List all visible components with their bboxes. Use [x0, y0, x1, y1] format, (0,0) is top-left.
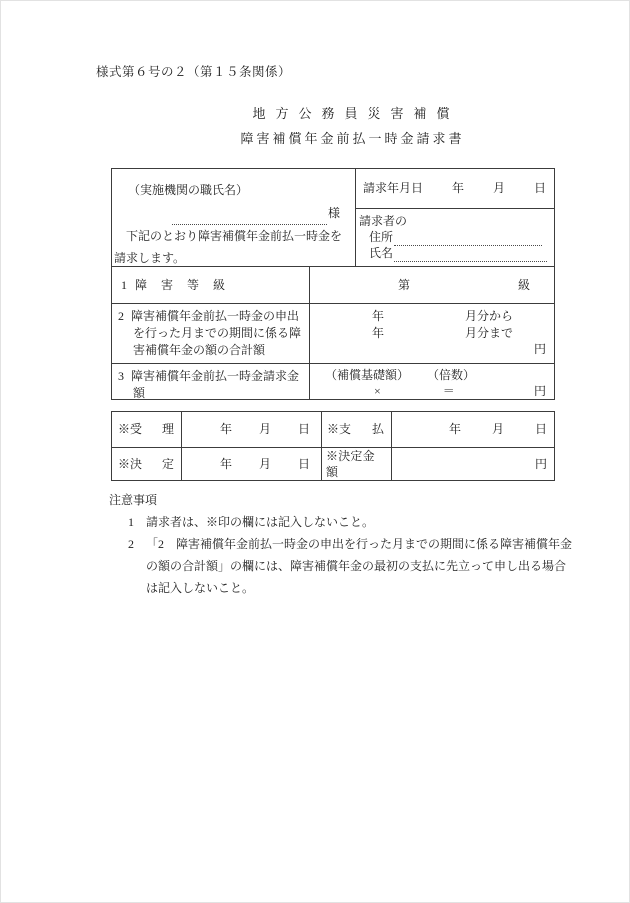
year-unit: 年 [372, 325, 385, 340]
payment-date-cell [392, 412, 554, 447]
row2-label-cell [112, 304, 310, 363]
claimant-address-row [359, 230, 548, 246]
notes-heading: 注意事項 [109, 493, 158, 507]
row3-label: 障害補償年金前払一時金請求金額 [131, 369, 300, 400]
grade-prefix: 第 [398, 277, 411, 292]
decision-date-cell [182, 448, 322, 480]
to-suffix: 月分まで [465, 325, 514, 340]
address-label: 住所 [369, 230, 394, 244]
period-from-line [310, 308, 554, 325]
row2-value-cell[interactable] [310, 304, 554, 363]
note-text: 「2 障害補償年金前払一時金の申出を行った月までの期間に係る障害補償年金の額の合計額」の欄には、障害補償年金の最初の支払に先立って申し出る場合は記入しないこと。 [146, 537, 573, 595]
notes-section [109, 489, 579, 599]
honorific-label: 様 [327, 206, 340, 220]
note-item-2 [109, 533, 579, 599]
decision-label-right: 定 [161, 456, 174, 471]
payment-label-cell [322, 412, 392, 447]
grade-suffix: 級 [517, 277, 530, 292]
note-item-1 [109, 511, 579, 533]
decision-amount-label-cell [322, 448, 392, 480]
year-unit: 年 [372, 309, 385, 323]
row3-value-cell[interactable] [310, 364, 554, 399]
agency-label: （実施機関の職氏名） [128, 183, 249, 197]
decision-amount-label: ※決定金額 [326, 448, 375, 479]
day-unit: 日 [297, 456, 310, 471]
month-unit: 月 [491, 422, 504, 437]
year-unit: 年 [451, 181, 464, 196]
receipt-label-left: ※受 [118, 422, 143, 437]
request-date-row [356, 169, 554, 209]
month-unit: 月 [258, 456, 271, 471]
receipt-date-cell [182, 412, 322, 447]
receipt-label-cell [112, 412, 182, 447]
request-date-label: 請求年月日 [363, 181, 424, 196]
row-claim-amount [112, 364, 554, 399]
receipt-label-right: 理 [161, 422, 174, 437]
address-field[interactable] [394, 232, 542, 246]
title-block [71, 107, 630, 146]
office-use-table [111, 411, 555, 481]
request-table-header-row [112, 169, 554, 267]
row1-number: 1 [121, 277, 127, 292]
payment-label-left: ※支 [327, 422, 352, 437]
from-suffix: 月分から [465, 309, 514, 323]
period-to-line [310, 325, 554, 342]
claimant-label: 請求者の [359, 214, 408, 228]
note-text: 請求者は、※印の欄には記入しないこと。 [146, 515, 375, 529]
calc-labels-line [310, 367, 554, 383]
claimant-cell [356, 209, 554, 266]
year-unit: 年 [219, 422, 232, 437]
row3-label-cell [112, 364, 310, 399]
dotted-line[interactable] [172, 211, 327, 225]
payment-label-right: 払 [371, 422, 384, 437]
row1-label: 障害等級 [135, 277, 240, 292]
office-row-1 [112, 412, 554, 448]
calc-operators-line [310, 383, 554, 399]
row3-number: 3 [118, 369, 124, 383]
note-number: 1 [128, 515, 134, 529]
request-meta-cell [356, 169, 554, 266]
claimant-name-row [359, 246, 548, 262]
form-title: 地方公務員災害補償 [252, 106, 460, 121]
yen-unit: 円 [533, 384, 546, 398]
row-disability-grade [112, 267, 554, 304]
note-number: 2 [128, 537, 134, 551]
row1-value-cell[interactable] [310, 267, 554, 303]
month-unit: 月 [258, 422, 271, 437]
amount-unit-line [310, 341, 554, 358]
multiplier-label: （倍数） [427, 368, 476, 382]
yen-unit: 円 [534, 456, 547, 471]
name-field[interactable] [394, 248, 547, 262]
declaration-text: 下記のとおり障害補償年金前払一時金を請求します。 [114, 229, 343, 265]
row2-number: 2 [118, 309, 124, 323]
addressee-cell [112, 169, 356, 266]
base-amount-label: （補償基礎額） [325, 368, 410, 382]
decision-amount-cell [392, 448, 554, 480]
name-label: 氏名 [369, 246, 394, 260]
form-number: 様式第６号の２（第１５条関係） [96, 65, 292, 79]
request-table [111, 168, 555, 400]
year-unit: 年 [448, 422, 461, 437]
day-unit: 日 [534, 422, 547, 437]
multiply-sign: × [374, 384, 381, 398]
decision-label-cell [112, 448, 182, 480]
agency-name-field[interactable] [172, 202, 340, 225]
year-unit: 年 [219, 456, 232, 471]
month-unit: 月 [492, 181, 505, 196]
row1-label-cell [112, 267, 310, 303]
row2-label: 障害補償年金前払一時金の申出を行った月までの期間に係る障害補償年金の額の合計額 [131, 309, 302, 357]
day-unit: 日 [533, 181, 546, 196]
form-subtitle: 障害補償年金前払一時金請求書 [240, 131, 465, 146]
row-pension-total [112, 304, 554, 364]
office-row-2 [112, 448, 554, 480]
decision-label-left: ※決 [118, 456, 143, 471]
day-unit: 日 [297, 422, 310, 437]
yen-unit: 円 [533, 342, 546, 356]
equals-sign: ＝ [442, 384, 455, 398]
